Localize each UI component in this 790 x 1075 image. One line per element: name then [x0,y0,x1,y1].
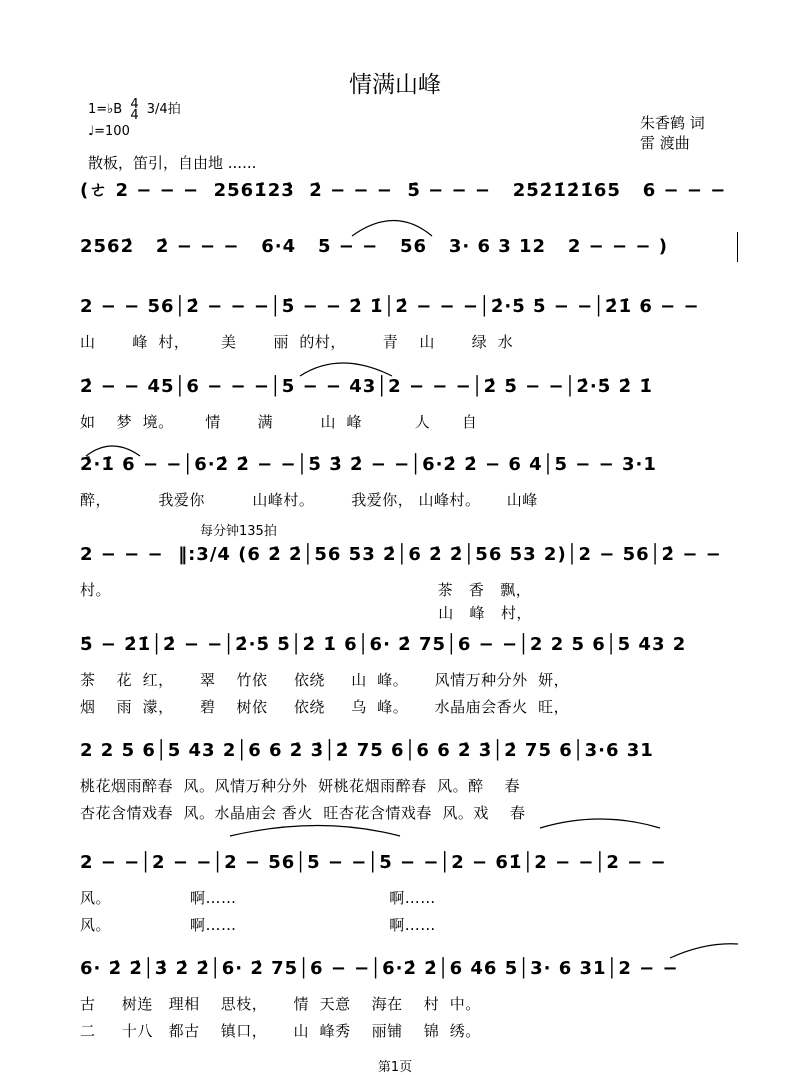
lyric-line: 醉， 我爱你 山峰村。 我爱你， 山峰村。 山峰 [80,491,538,509]
notes-line: 2̇·1̇ 6 − −│6·2̇ 2̇ − −│5̇ 3̇ 2̇ − −│6·2̇ 2̇ − 6 4│5 − − 3·1 [80,454,657,475]
page-number: 第1页 [377,1060,413,1075]
notes-line: 2 − − 56│2̇ − − −│5̇ − − 2̇ 1̇│2̇ − − −│2̇·5̇ 5̇ − −│2̇1̇ 6 − − [80,296,700,317]
notes-line: 2 2 5 6│5 43 2│6 6 2̇ 3̇│2̇ 75 6│6 6 2̇ 3̇│2̇ 75 6│3·6 31 [80,740,654,761]
tempo-marking: ♩=100 [88,124,130,139]
slur-arc [230,826,400,837]
time-signature: 4 4 [130,96,139,123]
notes-line: 6· 2̇ 2̇│3̇ 2̇ 2̇│6· 2̇ 75│6 − −│6·2̇ 2̇│6 46 5│3· 6 31│2 − − [80,958,679,979]
slur-arc [300,363,392,376]
lyric-line: 山 峰 村， 美 丽 的村， 青 山 绿 水 [80,333,514,351]
lyric-line: 二 十八 都古 镇口， 山 峰秀 丽铺 锦 绣。 [80,1022,481,1040]
lyric-line: 烟 雨 濛， 碧 树依 依绕 乌 峰。 水晶庙会香火 旺， [80,698,570,716]
notes-line: 2 − − − ‖:3/4 (6 2̇ 2̇│56 53 2̇│6 2̇ 2̇│56 53 2)│2 − 56│2̇ − − [80,544,722,565]
time-extra: 3/4拍 [146,102,181,117]
intro-instruction: 散板，笛引，自由地 ...... [88,154,257,172]
lyric-line: 茶 花 红， 翠 竹依 依绕 山 峰。 风情万种分外 妍， [80,671,570,689]
lyric-line: 古 树连 理相 思枝， 情 天意 海在 村 中。 [80,995,481,1013]
slur-arc [670,944,738,958]
slur-arc [540,819,660,828]
lyric-line: 桃花烟雨醉春 风。风情万种分外 妍桃花烟雨醉春 风。醉 春 [80,777,521,795]
page-title: 情满山峰 [349,72,441,98]
lyric-line: 村。 茶 香 飘， [80,581,532,599]
composer: 雷 渡曲 [640,134,690,152]
lyricist: 朱香鹤 词 [640,114,705,132]
key-signature-text: 1=♭B [88,102,123,117]
notes-line: 2562̇ 2̇ − − − 6·4 5 − − 56 3· 6 3 12 2 − − − ) [80,236,668,257]
lyric-line: 如 梦 境。 情 满 山 峰 人 自 [80,413,478,431]
notes-line: (ㄜ 2 − − − 2561̇23̇ 2̇ − − − 5̇ − − − 25̇2̇1̇2̇1̇65 6 − − − [80,180,727,201]
tempo-change: 每分钟135拍 [200,524,277,539]
lyric-line: 杏花含情戏春 风。水晶庙会 香火 旺杏花含情戏春 风。戏 春 [80,804,526,822]
slur-arc [352,221,432,237]
lyric-line: 风。 啊…… 啊…… [80,889,436,907]
lyric-line: 风。 啊…… 啊…… [80,916,436,934]
slur-arc [86,446,140,456]
notes-line: 5̇ − 2̇1̇│2̇ − −│2̇·5̇ 5̇│2̇ 1̇ 6│6· 2̇ 75│6 − −│2 2 5 6│5 43 2 [80,634,687,655]
notes-line: 2 − −│2 − −│2 − 56│5 − −│5 − −│2 − 61̇│2 − −│2 − − [80,852,667,873]
lyric-line: 山 峰 村， [80,604,532,622]
notes-line: 2̇ − − 45│6 − − −│5 − − 43│2 − − −│2̇ 5̇ − −│2̇·5̇ 2̇ 1̇ [80,376,653,397]
